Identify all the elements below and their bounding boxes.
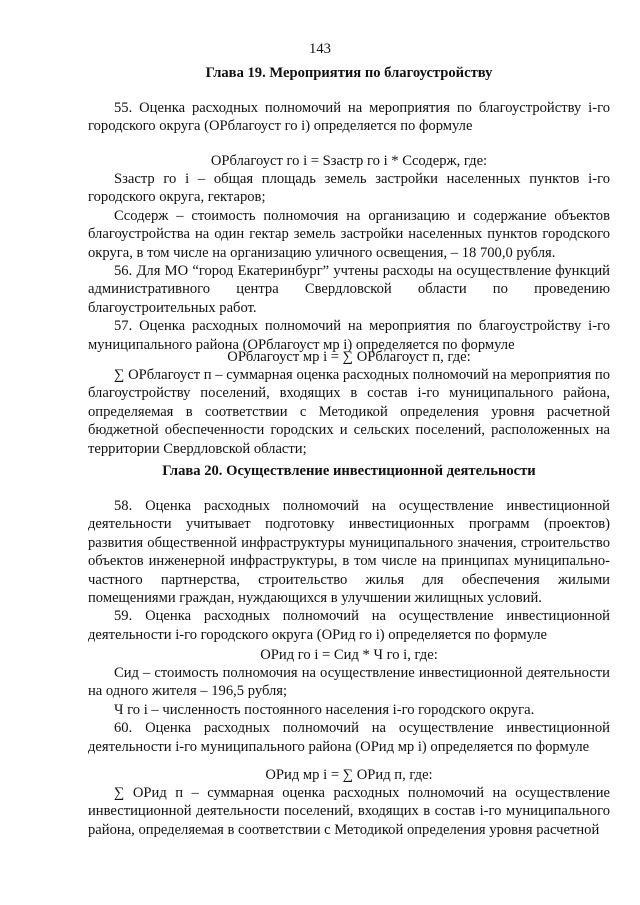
paragraph-59: 59. Оценка расходных полномочий на осуществление инвестиционной деятельности i-го городского округа (ОРид го i) определяется по формуле: [88, 608, 610, 643]
paragraph-58: 58. Оценка расходных полномочий на осуществление инвестиционной деятельности учитывает подготовку инвестиционных программ (проектов) развития общественной инфраструктуры муниципального значения, строительство объектов инженерной инфраструктуры, в том числе на принципах муниципально-частного партнерства, строительство жилья для обеспечения жилыми помещениями граждан, нуждающихся в улучшении жилищных условий.: [88, 498, 610, 607]
chapter-20-title: Глава 20. Осуществление инвестиционной деятельности: [162, 463, 536, 479]
definition-ch-go: Ч го i – численность постоянного населения i-го городского округа.: [114, 701, 535, 718]
definition-c-soderzh: Cсодерж – стоимость полномочия на организацию и содержание объектов благоустройства на один гектар земель застройки населенных пунктов городского округа, в том числе на организацию уличного освещения, – 18 700,0 рубля.: [88, 207, 610, 261]
formula-id-mr: ОРид мр i = ∑ ОРид п, где:: [265, 767, 433, 783]
definition-sum-blagoust: ∑ ОРблагоуст п – суммарная оценка расходных полномочий на мероприятия по благоустройству поселений, входящих в состав i-го муниципального района, определяемая в соответствии с Методикой определения уровня расчетной бюджетной обеспеченности городских и сельских поселений, расположенных на территории Свердловской области;: [88, 367, 610, 457]
definition-c-id: Сид – стоимость полномочия на осуществление инвестиционной деятельности на одного жителя – 196,5 рубля;: [88, 665, 610, 700]
paragraph-57: 57. Оценка расходных полномочий на мероприятия по благоустройству i-го муниципального района (ОРблагоуст мр i) определяется по формуле: [88, 318, 610, 353]
page-number: 143: [309, 41, 331, 57]
chapter-19-body: [88, 170, 610, 354]
formula-blagoust-mr: ОРблагоуст мр i = ∑ ОРблагоуст п, где:: [227, 349, 471, 365]
chapter-19-intro: [88, 99, 610, 136]
paragraph-60: 60. Оценка расходных полномочий на осуществление инвестиционной деятельности i-го муниципального района (ОРид мр i) определяется по формуле: [88, 720, 610, 755]
paragraph-56: 56. Для МО “город Екатеринбург” учтены расходы на осуществление функций административного центра Свердловской области по проведению благоустроительных работ.: [88, 263, 610, 316]
definition-sum-id: ∑ ОРид п – суммарная оценка расходных полномочий на осуществление инвестиционной деятельности поселений, входящих в состав i-го муниципального района, определяемая в соответствии с Методикой определения уровня расчетной: [88, 785, 610, 838]
formula-blagoust-go: ОРблагоуст го i = Sзастр го i * Cсодерж, где:: [210, 153, 488, 169]
paragraph-55: 55. Оценка расходных полномочий на мероприятия по благоустройству i-го городского округа (ОРблагоуст го i) определяется по формуле: [88, 100, 610, 135]
chapter-20-intro: [88, 497, 610, 644]
formula-id-go: ОРид го i = Сид * Ч го i, где:: [260, 647, 438, 663]
chapter-20-sum-definition: [88, 784, 610, 839]
chapter-19-title: Глава 19. Мероприятия по благоустройству: [205, 65, 493, 81]
chapter-20-body: [88, 664, 610, 756]
definition-s-zastr: Sзастр го i – общая площадь земель застройки населенных пунктов i-го городского округа, гектаров;: [88, 171, 610, 206]
chapter-19-sum-definition: [88, 366, 610, 458]
